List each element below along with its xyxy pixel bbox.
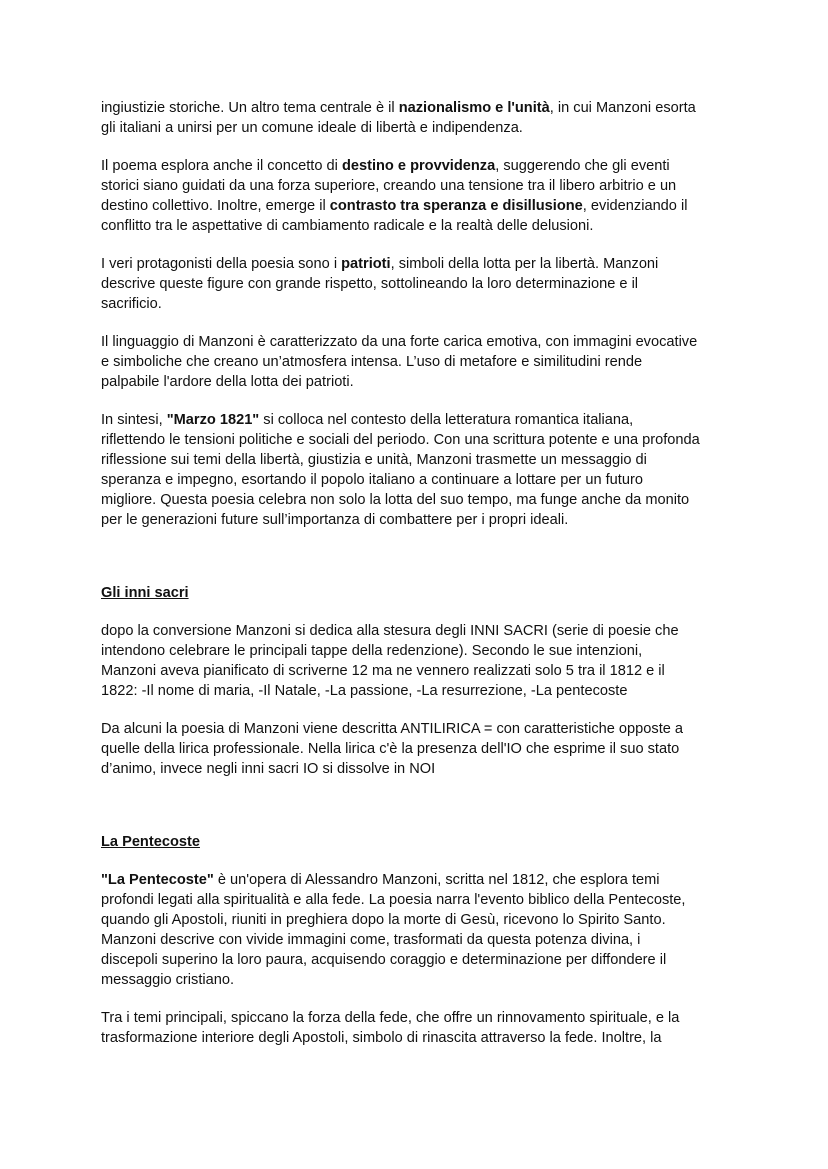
text-run: palpabile l'ardore della lotta dei patrioti. bbox=[101, 374, 354, 390]
text-line bbox=[101, 681, 741, 701]
text-line bbox=[101, 621, 741, 641]
text-line bbox=[101, 950, 741, 970]
text-run: ingiustizie storiche. Un altro tema centrale è il bbox=[101, 100, 399, 116]
text-line bbox=[101, 450, 741, 470]
text-run: Manzoni descrive con vivide immagini come, trasformati da questa potenza divina, i bbox=[101, 932, 641, 948]
text-run: discepoli superino la loro paura, acquisendo coraggio e determinazione per diffondere il bbox=[101, 952, 667, 968]
text-run: Il linguaggio di Manzoni è caratterizzato da una forte carica emotiva, con immagini evocative bbox=[101, 334, 698, 350]
text-run: destino collettivo. Inoltre, emerge il bbox=[101, 198, 330, 214]
text-line bbox=[101, 719, 741, 739]
text-run: profondi legati alla spiritualità e alla fede. La poesia narra l'evento biblico della Pentecoste, bbox=[101, 892, 686, 908]
text-run: descrive queste figure con grande rispetto, sottolineando la loro determinazione e il bbox=[101, 276, 639, 292]
bold-text: "La Pentecoste" bbox=[101, 872, 214, 888]
bold-text: nazionalismo e l'unità bbox=[398, 100, 550, 116]
text-line bbox=[101, 490, 741, 510]
text-line bbox=[101, 890, 741, 910]
paragraph bbox=[101, 1008, 741, 1048]
text-line bbox=[101, 870, 741, 890]
section-heading: La Pentecoste bbox=[101, 834, 200, 850]
text-line bbox=[101, 176, 741, 196]
text-line bbox=[101, 970, 741, 990]
text-run: migliore. Questa poesia celebra non solo la lotta del suo tempo, ma funge anche da monito bbox=[101, 492, 690, 508]
bold-text: patrioti bbox=[341, 256, 391, 272]
text-run: d’animo, invece negli inni sacri IO si dissolve in NOI bbox=[101, 761, 436, 777]
paragraph bbox=[101, 410, 741, 530]
text-run: 1822: -Il nome di maria, -Il Natale, -La passione, -La resurrezione, -La pentecoste bbox=[101, 683, 628, 699]
text-run: riflettendo le tensioni politiche e sociali del periodo. Con una scrittura potente e una profonda bbox=[101, 432, 700, 448]
text-run: speranza e impegno, esortando il popolo italiano a continuare a lottare per un futuro bbox=[101, 472, 643, 488]
paragraph bbox=[101, 332, 741, 392]
text-run: sacrificio. bbox=[101, 296, 162, 312]
text-run: riflessione sui temi della libertà, giustizia e unità, Manzoni trasmette un messaggio di bbox=[101, 452, 647, 468]
text-line bbox=[101, 510, 741, 530]
text-line bbox=[101, 352, 741, 372]
text-run: è un'opera di Alessandro Manzoni, scritta nel 1812, che esplora temi bbox=[213, 872, 660, 888]
text-run: Il poema esplora anche il concetto di bbox=[101, 158, 342, 174]
text-line bbox=[101, 254, 741, 274]
text-line bbox=[101, 739, 741, 759]
text-line bbox=[101, 118, 741, 138]
text-run: quelle della lirica professionale. Nella lirica c'è la presenza dell'IO che esprime il suo stato bbox=[101, 741, 680, 757]
text-line bbox=[101, 372, 741, 392]
paragraph bbox=[101, 719, 741, 779]
text-run: Tra i temi principali, spiccano la forza della fede, che offre un rinnovamento spirituale, e la bbox=[101, 1010, 680, 1026]
text-line bbox=[101, 1028, 741, 1048]
text-line bbox=[101, 156, 741, 176]
text-run: , evidenziando il bbox=[582, 198, 688, 214]
paragraph bbox=[101, 621, 741, 701]
text-line bbox=[101, 332, 741, 352]
text-line bbox=[101, 430, 741, 450]
text-run: storici siano guidati da una forza superiore, creando una tensione tra il libero arbitrio e un bbox=[101, 178, 677, 194]
text-line bbox=[101, 930, 741, 950]
bold-text: contrasto tra speranza e disillusione bbox=[329, 198, 583, 214]
text-run: , suggerendo che gli eventi bbox=[495, 158, 670, 174]
paragraph bbox=[101, 156, 741, 236]
text-line bbox=[101, 470, 741, 490]
text-run: quando gli Apostoli, riuniti in preghiera dopo la morte di Gesù, ricevono lo Spirito Santo. bbox=[101, 912, 666, 928]
text-run: per le generazioni future sull’importanza di combattere per i propri ideali. bbox=[101, 512, 569, 528]
text-run: gli italiani a unirsi per un comune ideale di libertà e indipendenza. bbox=[101, 120, 523, 136]
text-run: conflitto tra le aspettative di cambiamento radicale e la realtà delle delusioni. bbox=[101, 218, 594, 234]
document-page bbox=[101, 98, 741, 1066]
text-run: messaggio cristiano. bbox=[101, 972, 235, 988]
text-line bbox=[101, 410, 741, 430]
text-line bbox=[101, 910, 741, 930]
text-run: Da alcuni la poesia di Manzoni viene descritta ANTILIRICA = con caratteristiche opposte a bbox=[101, 721, 684, 737]
text-line bbox=[101, 294, 741, 314]
paragraph bbox=[101, 870, 741, 990]
text-line bbox=[101, 274, 741, 294]
text-run: trasformazione interiore degli Apostoli, simbolo di rinascita attraverso la fede. Inoltre, la bbox=[101, 1030, 662, 1046]
paragraph bbox=[101, 254, 741, 314]
text-run: intendono celebrare le principali tappe della redenzione). Secondo le sue intenzioni, bbox=[101, 643, 643, 659]
text-line bbox=[101, 759, 741, 779]
text-line bbox=[101, 661, 741, 681]
text-line bbox=[101, 196, 741, 216]
bold-text: destino e provvidenza bbox=[341, 158, 496, 174]
text-run: Manzoni aveva pianificato di scriverne 12 ma ne vennero realizzati solo 5 tra il 1812 e il bbox=[101, 663, 665, 679]
bold-text: "Marzo 1821" bbox=[166, 412, 260, 428]
text-run: dopo la conversione Manzoni si dedica alla stesura degli INNI SACRI (serie di poesie che bbox=[101, 623, 679, 639]
text-line bbox=[101, 216, 741, 236]
text-run: e simboliche che creano un’atmosfera intensa. L’uso di metafore e similitudini rende bbox=[101, 354, 643, 370]
text-run: , simboli della lotta per la libertà. Manzoni bbox=[390, 256, 659, 272]
text-line bbox=[101, 641, 741, 661]
paragraph bbox=[101, 98, 741, 138]
text-run: si colloca nel contesto della letteratura romantica italiana, bbox=[259, 412, 634, 428]
text-run: I veri protagonisti della poesia sono i bbox=[101, 256, 342, 272]
text-run: In sintesi, bbox=[101, 412, 167, 428]
text-line bbox=[101, 98, 741, 118]
section-heading: Gli inni sacri bbox=[101, 585, 189, 601]
text-run: , in cui Manzoni esorta bbox=[549, 100, 696, 116]
text-line bbox=[101, 1008, 741, 1028]
